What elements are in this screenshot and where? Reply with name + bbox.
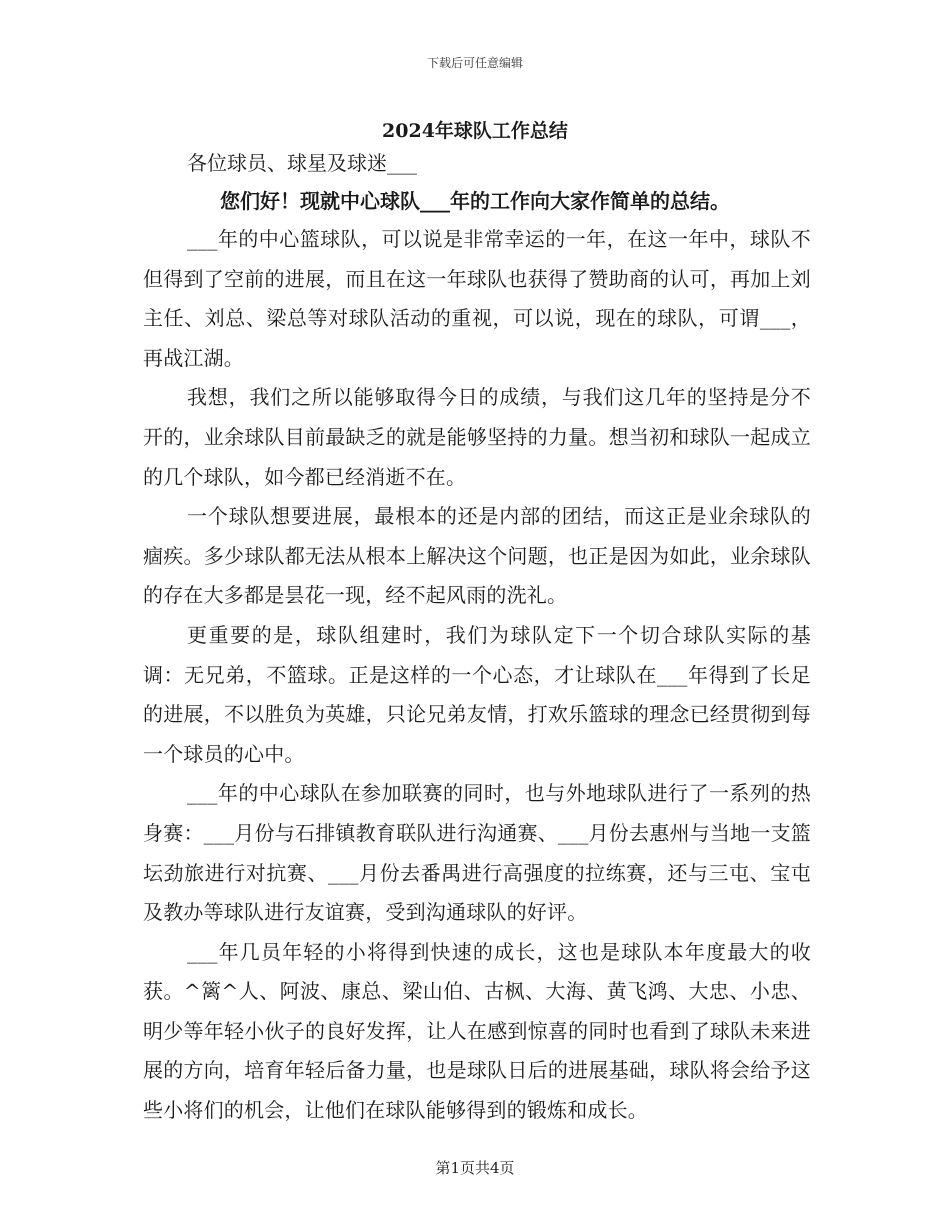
document-body (143, 220, 811, 1131)
paragraph-6: ___年几员年轻的小将得到快速的成长，这也是球队本年度最大的收获。^篱^人、阿波、康总、梁山伯、古枫、大海、黄飞鸿、大忠、小忠、明少等年轻小伙子的良好发挥，让人在感到惊喜的同时也看到了球队未来进展的方向，培育年轻后备力量，也是球队日后的进展基础，球队将会给予这些小将们的机会，让他们在球队能够得到的锻炼和成长。 (143, 939, 811, 1123)
paragraph-4: 更重要的是，球队组建时，我们为球队定下一个切合球队实际的基调：无兄弟，不篮球。正是这样的一个心态，才让球队在___年得到了长足的进展，不以胜负为英雄，只论兄弟友情，打欢乐篮球的理念已经贯彻到每一个球员的心中。 (143, 622, 811, 766)
salutation: 各位球员、球星及球迷___ (187, 151, 417, 175)
paragraph-5: ___年的中心球队在参加联赛的同时，也与外地球队进行了一系列的热身赛：___月份与石排镇教育联队进行沟通赛、___月份去惠州与当地一支篮坛劲旅进行对抗赛、___月份去番禺进行高强度的拉练赛，还与三屯、宝屯及教办等球队进行友谊赛，受到沟通球队的好评。 (143, 781, 811, 925)
paragraph-2: 我想，我们之所以能够取得今日的成绩，与我们这几年的坚持是分不开的，业余球队目前最缺乏的就是能够坚持的力量。想当初和球队一起成立的几个球队，如今都已经消逝不在。 (143, 385, 811, 489)
paragraph-1: ___年的中心篮球队，可以说是非常幸运的一年，在这一年中，球队不但得到了空前的进展，而且在这一年球队也获得了赞助商的认可，再加上刘主任、刘总、梁总等对球队活动的重视，可以说，现在的球队，可谓___，再战江湖。 (143, 227, 811, 370)
greeting: 您们好！现就中心球队___年的工作向大家作简单的总结。 (220, 189, 730, 213)
paragraph-3: 一个球队想要进展，最根本的还是内部的团结，而这正是业余球队的痼疾。多少球队都无法从根本上解决这个问题，也正是因为如此，业余球队的存在大多都是昙花一现，经不起风雨的洗礼。 (143, 504, 811, 608)
header-note: 下载后可任意编辑 (426, 56, 523, 70)
document-title: 2024年球队工作总结 (382, 120, 568, 142)
page-indicator: 第1页共4页 (435, 1159, 515, 1177)
